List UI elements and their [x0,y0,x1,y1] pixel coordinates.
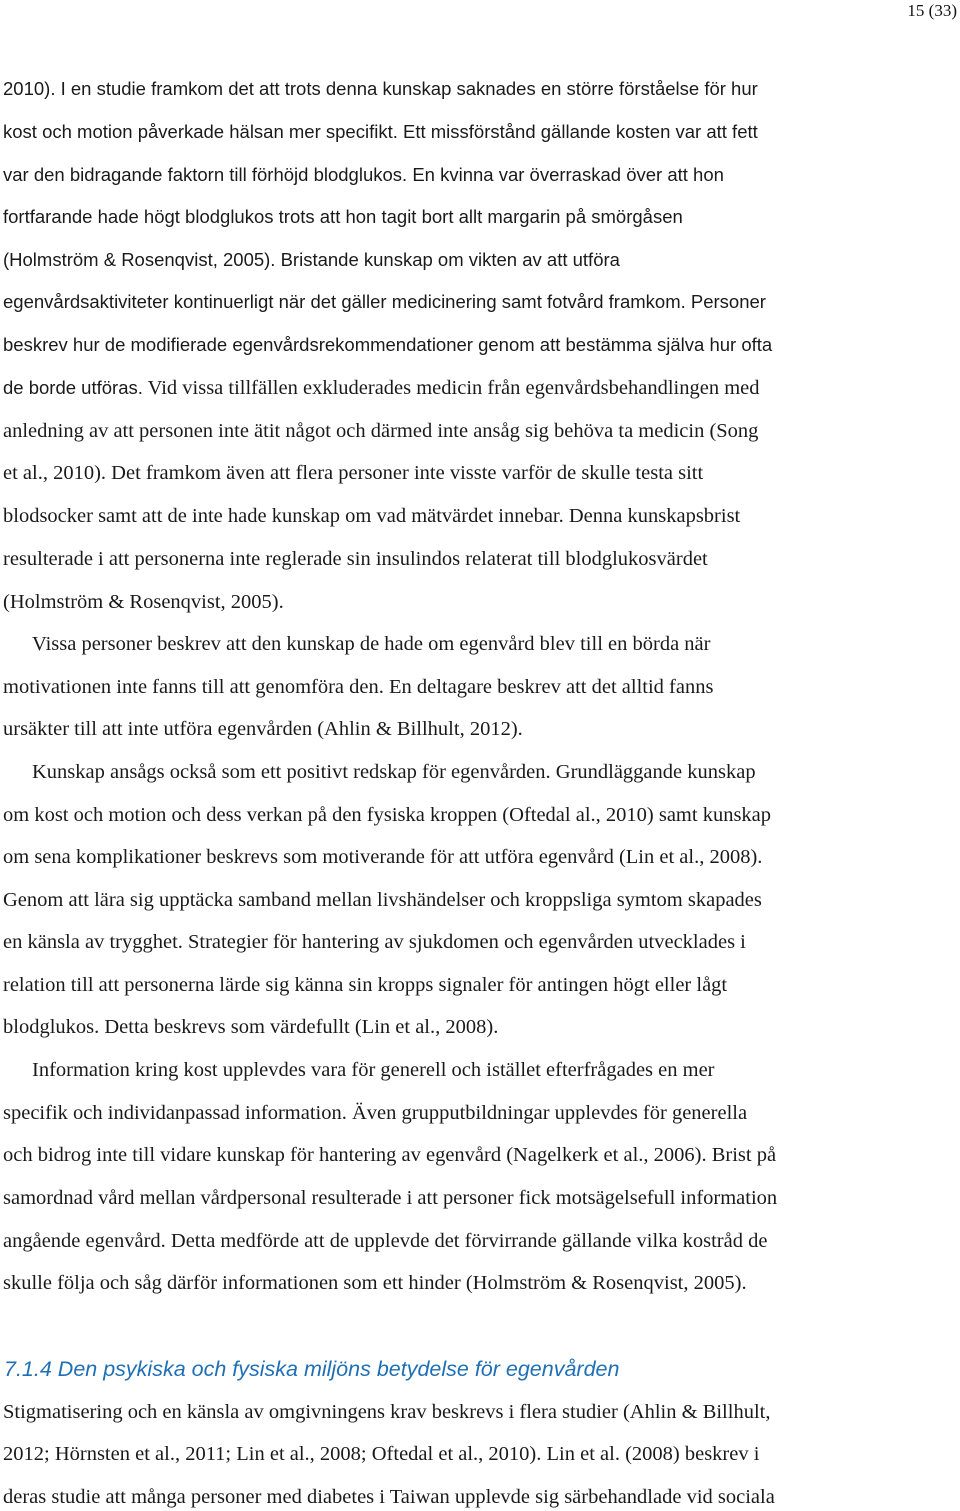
page-number: 15 (33) [907,1,957,20]
text-line: anledning av att personen inte ätit något och därmed inte ansåg sig behöva ta medicin (Song [3,420,759,442]
text-line: 2012; Hörnsten et al., 2011; Lin et al., 2008; Oftedal et al., 2010). Lin et al. (2008) beskrev i [3,1443,760,1465]
text-line: skulle följa och såg därför informationen som ett hinder (Holmström & Rosenqvist, 2005). [3,1272,747,1294]
text-line: 2010). I en studie framkom det att trots denna kunskap saknades en större förståelse för hur [3,78,758,99]
text-line: deras studie att många personer med diabetes i Taiwan upplevde sig särbehandlade vid sociala [3,1486,775,1508]
text-line: de borde utföras. Vid vissa tillfällen exkluderades medicin från egenvårdsbehandlingen med [3,377,760,399]
text-line: fortfarande hade högt blodglukos trots att hon tagit bort allt margarin på smörgåsen [3,206,683,227]
text-line: specifik och individanpassad information. Även grupputbildningar upplevdes för generella [3,1102,748,1124]
text-line: resulterade i att personerna inte reglerade sin insulindos relaterat till blodglukosvärdet [3,548,708,570]
text-line: (Holmström & Rosenqvist, 2005). Bristande kunskap om vikten av att utföra [3,249,620,270]
text-line: blodsocker samt att de inte hade kunskap om vad mätvärdet innebar. Denna kunskapsbrist [3,505,741,527]
text-line: egenvårdsaktiviteter kontinuerligt när det gäller medicinering samt fotvård framkom. Personer [3,291,766,312]
text-line: Vissa personer beskrev att den kunskap de hade om egenvård blev till en börda när [32,633,711,655]
text-line: var den bidragande faktorn till förhöjd blodglukos. En kvinna var överraskad över att hon [3,164,724,185]
text-line: blodglukos. Detta beskrevs som värdefullt (Lin et al., 2008). [3,1016,499,1038]
text-line: om kost och motion och dess verkan på den fysiska kroppen (Oftedal al., 2010) samt kunskap [3,804,772,826]
text-line: angående egenvård. Detta medförde att de upplevde det förvirrande gällande vilka kostråd de [3,1230,768,1252]
text-line: Stigmatisering och en känsla av omgivningens krav beskrevs i flera studier (Ahlin & Billhult, [3,1401,771,1423]
text-line: et al., 2010). Det framkom även att flera personer inte visste varför de skulle testa sitt [3,462,704,484]
text-line: beskrev hur de modifierade egenvårdsrekommendationer genom att bestämma själva hur ofta [3,334,773,355]
text-line: och bidrog inte till vidare kunskap för hantering av egenvård (Nagelkerk et al., 2006). Brist på [3,1144,777,1166]
text-line: samordnad vård mellan vårdpersonal resulterade i att personer fick motsägelsefull information [3,1187,778,1209]
text-line: Kunskap ansågs också som ett positivt redskap för egenvården. Grundläggande kunskap [32,761,756,783]
text-line: Information kring kost upplevdes vara för generell och istället efterfrågades en mer [32,1059,715,1081]
text-line: Genom att lära sig upptäcka samband mellan livshändelser och kroppsliga symtom skapades [3,889,762,911]
text-line: relation till att personerna lärde sig känna sin kropps signaler för antingen högt eller lågt [3,974,728,996]
text-line: ursäkter till att inte utföra egenvården (Ahlin & Billhult, 2012). [3,718,523,740]
text-line: (Holmström & Rosenqvist, 2005). [3,591,284,613]
text-line: om sena komplikationer beskrevs som motiverande för att utföra egenvård (Lin et al., 2008). [3,846,763,868]
text-line: kost och motion påverkade hälsan mer specifikt. Ett missförstånd gällande kosten var att fett [3,121,758,142]
text-line: en känsla av trygghet. Strategier för hantering av sjukdomen och egenvården utvecklades i [3,931,746,953]
text-line: motivationen inte fanns till att genomföra den. En deltagare beskrev att det alltid fanns [3,676,714,698]
section-heading: 7.1.4 Den psykiska och fysiska miljöns betydelse för egenvården [4,1357,620,1381]
